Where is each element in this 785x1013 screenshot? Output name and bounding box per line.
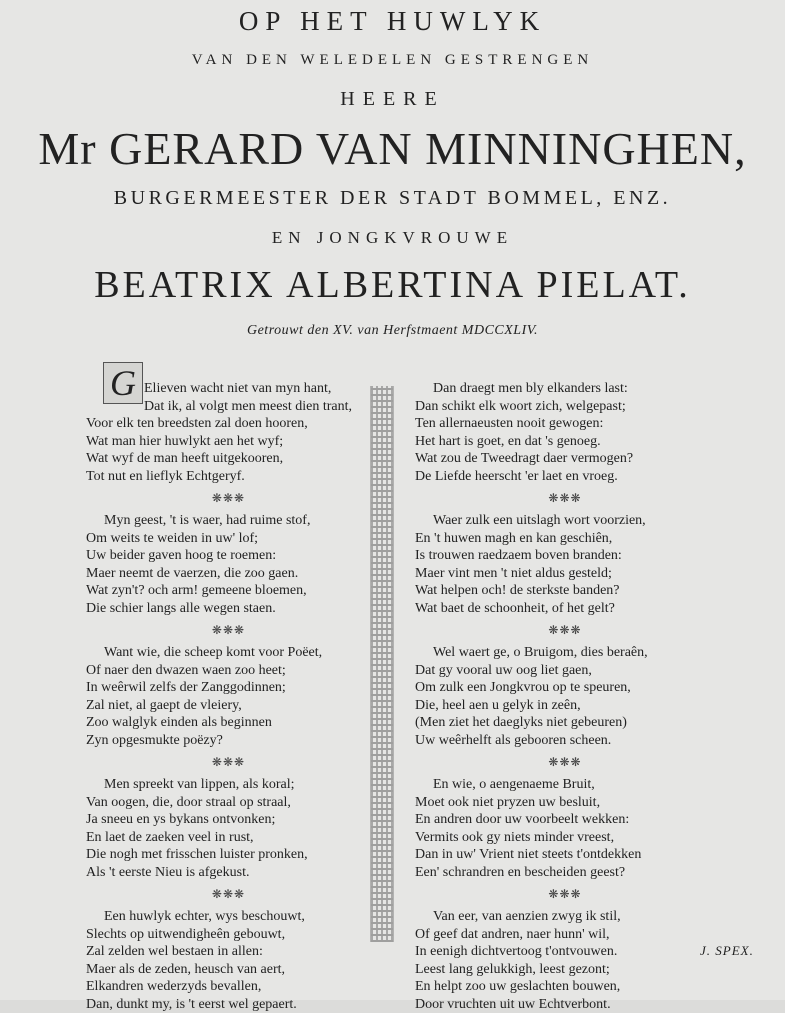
verse-line: Dan schikt elk woort zich, welgepast; (415, 398, 715, 416)
stanza (86, 644, 371, 749)
verse-line: Wat man hier huwlykt aen het wyf; (86, 433, 371, 451)
verse-line: De Liefde heerscht 'er laet en vroeg. (415, 468, 715, 486)
verse-line: Of geef dat andren, naer hunn' wil, (415, 926, 715, 944)
verse-line: Een huwlyk echter, wys beschouwt, (86, 908, 371, 926)
verse-line: Elkandren wederzyds bevallen, (86, 978, 371, 996)
verse-line: Wat helpen och! de sterkste banden? (415, 582, 715, 600)
verse-line: In eenigh dichtvertoog t'ontvouwen. (415, 943, 715, 961)
verse-line: Zoo walglyk einden als beginnen (86, 714, 371, 732)
stanza (415, 644, 715, 749)
stanza-ornament (86, 749, 371, 776)
verse-line: Maer vint men 't niet aldus gesteld; (415, 565, 715, 583)
fleuron-icon: ❋❋❋ (548, 490, 581, 508)
title-line-1: OP HET HUWLYK (0, 6, 785, 37)
verse-line: (Men ziet het daeglyks niet gebeuren) (415, 714, 715, 732)
title-line-3: HEERE (0, 88, 785, 111)
verse-line: Wat baet de schoonheit, of het gelt? (415, 600, 715, 618)
verse-line: Wat zou de Tweedragt daer vermogen? (415, 450, 715, 468)
stanza (86, 380, 371, 485)
fleuron-icon: ❋❋❋ (212, 490, 245, 508)
stanza (415, 776, 715, 881)
verse-line: Ten allernaeusten nooit gewogen: (415, 415, 715, 433)
verse-line: Dan draegt men bly elkanders last: (415, 380, 715, 398)
verse-line: Ja sneeu en ys bykans ontvonken; (86, 811, 371, 829)
stanza-ornament (415, 485, 715, 512)
verse-line: Van oogen, die, door straal op straal, (86, 794, 371, 812)
verse-line: Een' schrandren en bescheiden geest? (415, 864, 715, 882)
wedding-date: Getrouwt den XV. van Herfstmaent MDCCXLIV. (0, 323, 785, 339)
verse-line: Om zulk een Jongkvrou op te speuren, (415, 679, 715, 697)
verse-line: Door vruchten uit uw Echtverbont. (415, 996, 715, 1013)
verse-line: Of naer den dwazen waen zoo heet; (86, 662, 371, 680)
stanza (86, 512, 371, 617)
verse-line: Van eer, van aenzien zwyg ik stil, (415, 908, 715, 926)
verse-line: En 't huwen magh en kan geschiên, (415, 530, 715, 548)
verse-line: Zal niet, al gaept de vleiery, (86, 697, 371, 715)
bride-name: BEATRIX ALBERTINA PIELAT. (0, 263, 785, 307)
verse-line: Wel waert ge, o Bruigom, dies beraên, (415, 644, 715, 662)
stanza-ornament (86, 617, 371, 644)
dropcap-initial: G (103, 362, 143, 404)
title-line-2: VAN DEN WELEDELEN GESTRENGEN (0, 52, 785, 69)
verse-line: Elieven wacht niet van myn hant, (86, 380, 371, 398)
verse-line: Dat ik, al volgt men meest dien trant, (86, 398, 371, 416)
verse-line: Wat zyn't? och arm! gemeene bloemen, (86, 582, 371, 600)
verse-line: Die schier langs alle wegen staen. (86, 600, 371, 618)
verse-line: Vermits ook gy niets minder vreest, (415, 829, 715, 847)
verse-line: Waer zulk een uitslagh wort voorzien, (415, 512, 715, 530)
verse-line: Zyn opgesmukte poëzy? (86, 732, 371, 750)
stanza-ornament (415, 749, 715, 776)
right-poem-column (415, 380, 715, 1013)
verse-line: Leest lang gelukkigh, leest gezont; (415, 961, 715, 979)
verse-line: Myn geest, 't is waer, had ruime stof, (86, 512, 371, 530)
stanza-ornament (86, 485, 371, 512)
fleuron-icon: ❋❋❋ (212, 622, 245, 640)
fleuron-icon: ❋❋❋ (548, 754, 581, 772)
verse-line: Slechts op uitwendigheên gebouwt, (86, 926, 371, 944)
verse-line: Maer als de zeden, heusch van aert, (86, 961, 371, 979)
verse-line: Die nogh met frisschen luister pronken, (86, 846, 371, 864)
stanza (86, 908, 371, 1013)
verse-line: Uw beider gaven hoog te roemen: (86, 547, 371, 565)
verse-line: Tot nut en lieflyk Echtgeryf. (86, 468, 371, 486)
verse-line: Men spreekt van lippen, als koral; (86, 776, 371, 794)
verse-line: Dan, dunkt my, is 't eerst wel gepaert. (86, 996, 371, 1013)
verse-line: Om weits te weiden in uw' lof; (86, 530, 371, 548)
stanza-ornament (415, 617, 715, 644)
verse-line: Uw weêrhelft als gebooren scheen. (415, 732, 715, 750)
verse-line: En helpt zoo uw geslachten bouwen, (415, 978, 715, 996)
verse-line: En andren door uw voorbeelt wekken: (415, 811, 715, 829)
fleuron-icon: ❋❋❋ (212, 886, 245, 904)
verse-line: Die, heel aen u gelyk in zeên, (415, 697, 715, 715)
fleuron-icon: ❋❋❋ (212, 754, 245, 772)
stanza (415, 380, 715, 485)
verse-line: En wie, o aengenaeme Bruit, (415, 776, 715, 794)
verse-line: Als 't eerste Nieu is afgekust. (86, 864, 371, 882)
verse-line: Moet ook niet pryzen uw besluit, (415, 794, 715, 812)
verse-line: Want wie, die scheep komt voor Poëet, (86, 644, 371, 662)
fleuron-icon: ❋❋❋ (548, 886, 581, 904)
stanza (415, 512, 715, 617)
verse-line: Wat wyf de man heeft uitgekooren, (86, 450, 371, 468)
verse-line: Dat gy vooral uw oog liet gaen, (415, 662, 715, 680)
verse-line: Het hart is goet, en dat 's genoeg. (415, 433, 715, 451)
groom-name: Mr GERARD VAN MINNINGHEN, (0, 122, 785, 175)
verse-line: In weêrwil zelfs der Zanggodinnen; (86, 679, 371, 697)
title-line-6: EN JONGKVROUWE (0, 228, 785, 248)
stanza-ornament (86, 881, 371, 908)
ornamental-divider (370, 386, 394, 942)
fleuron-icon: ❋❋❋ (548, 622, 581, 640)
left-poem-column (86, 380, 371, 1013)
stanza-ornament (415, 881, 715, 908)
verse-line: Voor elk ten breedsten zal doen hooren, (86, 415, 371, 433)
groom-office: BURGERMEESTER DER STADT BOMMEL, ENZ. (0, 187, 785, 210)
verse-line: Maer neemt de vaerzen, die zoo gaen. (86, 565, 371, 583)
verse-line: Is trouwen raedzaem boven branden: (415, 547, 715, 565)
verse-line: Zal zelden wel bestaen in allen: (86, 943, 371, 961)
stanza (415, 908, 715, 1013)
verse-line: Dan in uw' Vrient niet steets t'ontdekken (415, 846, 715, 864)
author-signature: J. SPEX. (700, 943, 754, 959)
stanza (86, 776, 371, 881)
verse-line: En laet de zaeken veel in rust, (86, 829, 371, 847)
